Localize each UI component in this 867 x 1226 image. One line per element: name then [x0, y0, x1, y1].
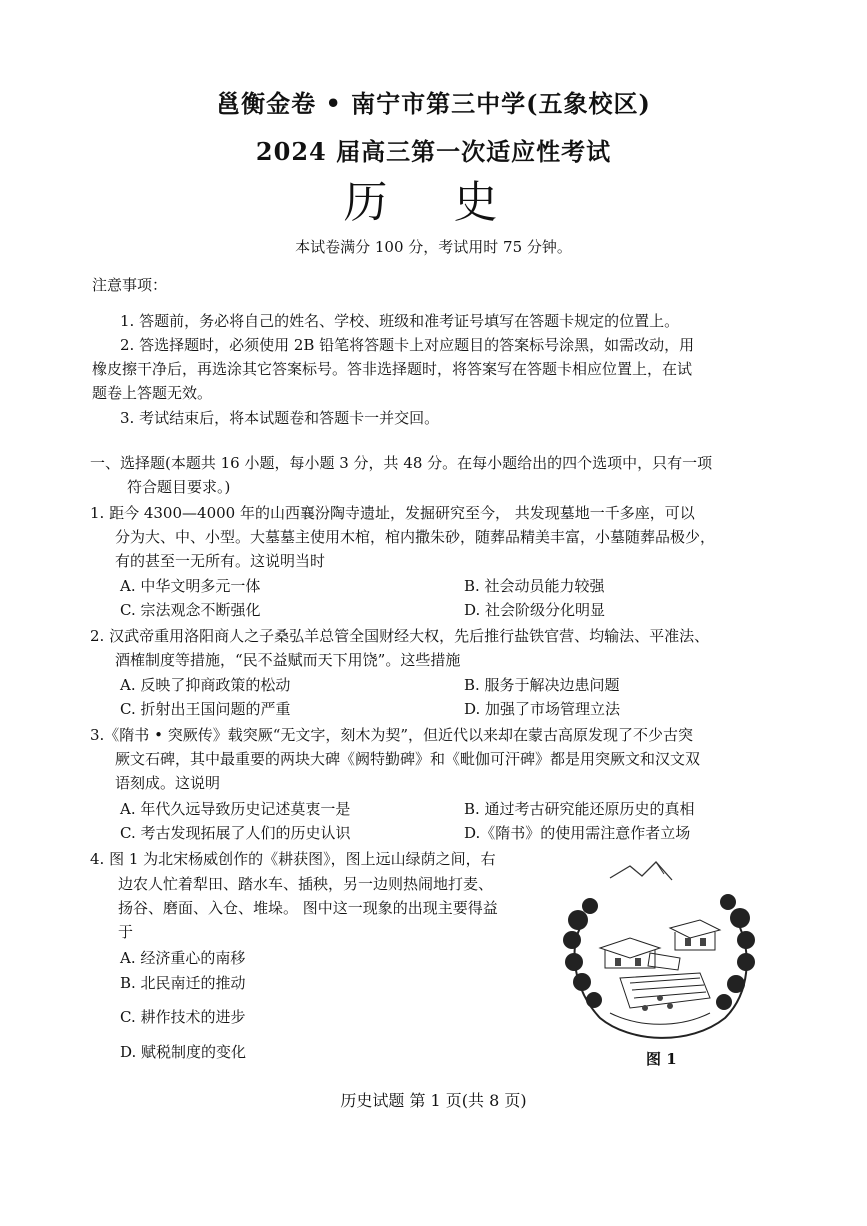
- notes-item-2-line1: 2. 答选择题时，必须使用 2B 铅笔将答题卡上对应题目的答案标号涂黑，如需改动，用: [120, 336, 695, 354]
- notes-title: 注意事项：: [92, 276, 168, 294]
- section1-line2: 符合题目要求。): [127, 478, 231, 496]
- q1-stem-line3: 有的甚至一无所有。这说明当时: [115, 552, 326, 570]
- q2-stem-line1: 2. 汉武帝重用洛阳商人之子桑弘羊总管全国财经大权，先后推行盐铁官营、均输法、平准法、: [90, 627, 710, 645]
- figure-1-label: 图 1: [646, 1050, 677, 1068]
- section1-line1: 一、选择题(本题共 16 小题，每小题 3 分，共 48 分。在每小题给出的四个选项中，只有一项: [90, 454, 713, 472]
- notes-item-3: 3. 考试结束后，将本试题卷和答题卡一并交回。: [120, 409, 440, 427]
- header-subject: 历 史: [343, 177, 524, 228]
- q2-option-a: A. 反映了抑商政策的松动: [120, 676, 291, 694]
- q3-option-b: B. 通过考古研究能还原历史的真相: [464, 800, 695, 818]
- q3-option-c: C. 考古发现拓展了人们的历史认识: [120, 824, 351, 842]
- q4-stem-line2: 边农人忙着犁田、踏水车、插秧，另一边则热闹地打麦、: [118, 875, 494, 893]
- notes-item-2-line3: 题卷上答题无效。: [92, 384, 213, 402]
- page-footer: 历史试题 第 1 页(共 8 页): [340, 1091, 527, 1110]
- q2-option-d: D. 加强了市场管理立法: [464, 700, 621, 718]
- q3-stem-line1: 3.《隋书 • 突厥传》载突厥“无文字，刻木为契”，但近代以来却在蒙古高原发现了不少古突: [90, 726, 694, 744]
- q4-stem-line1: 4. 图 1 为北宋杨威创作的《耕获图》，图上远山绿荫之间，右: [90, 850, 496, 868]
- q4-option-a: A. 经济重心的南移: [120, 949, 246, 967]
- q4-option-d: D. 赋税制度的变化: [120, 1043, 247, 1061]
- figure-1-image: [560, 858, 760, 1048]
- header-exam: 2024 届高三第一次适应性考试: [255, 137, 612, 166]
- q4-stem-line4: 于: [118, 923, 134, 941]
- q2-stem-line2: 酒榷制度等措施，“民不益赋而天下用饶”。这些措施: [115, 651, 461, 669]
- q3-option-a: A. 年代久远导致历史记述莫衷一是: [120, 800, 351, 818]
- q3-stem-line2: 厥文石碑，其中最重要的两块大碑《阙特勤碑》和《毗伽可汗碑》都是用突厥文和汉文双: [115, 750, 701, 768]
- notes-item-2-line2: 橡皮擦干净后，再选涂其它答案标号。答非选择题时，将答案写在答题卡相应位置上，在试: [92, 360, 693, 378]
- q4-option-b: B. 北民南迁的推动: [120, 974, 246, 992]
- q3-stem-line3: 语刻成。这说明: [115, 774, 221, 792]
- q4-stem-line3: 扬谷、磨面、入仓、堆垛。 图中这一现象的出现主要得益: [118, 899, 498, 917]
- q1-option-a: A. 中华文明多元一体: [120, 577, 261, 595]
- q4-option-c: C. 耕作技术的进步: [120, 1008, 246, 1026]
- q1-stem-line1: 1. 距今 4300—4000 年的山西襄汾陶寺遗址，发掘研究至今， 共发现墓地一千多座，可以: [90, 504, 695, 522]
- q1-option-c: C. 宗法观念不断强化: [120, 601, 261, 619]
- notes-item-1: 1. 答题前，务必将自己的姓名、学校、班级和准考证号填写在答题卡规定的位置上。: [120, 312, 680, 330]
- header-info: 本试卷满分 100 分，考试用时 75 分钟。: [295, 238, 572, 256]
- q1-stem-line2: 分为大、中、小型。大墓墓主使用木棺，棺内撒朱砂，随葬品精美丰富，小墓随葬品极少，: [115, 528, 716, 546]
- q1-option-b: B. 社会动员能力较强: [464, 577, 605, 595]
- header-school: 邕衡金卷 • 南宁市第三中学(五象校区): [216, 89, 651, 118]
- q2-option-c: C. 折射出王国问题的严重: [120, 700, 291, 718]
- painting-illustration-icon: [560, 858, 760, 1048]
- q1-option-d: D. 社会阶级分化明显: [464, 601, 606, 619]
- q3-option-d: D.《隋书》的使用需注意作者立场: [464, 824, 691, 842]
- q2-option-b: B. 服务于解决边患问题: [464, 676, 620, 694]
